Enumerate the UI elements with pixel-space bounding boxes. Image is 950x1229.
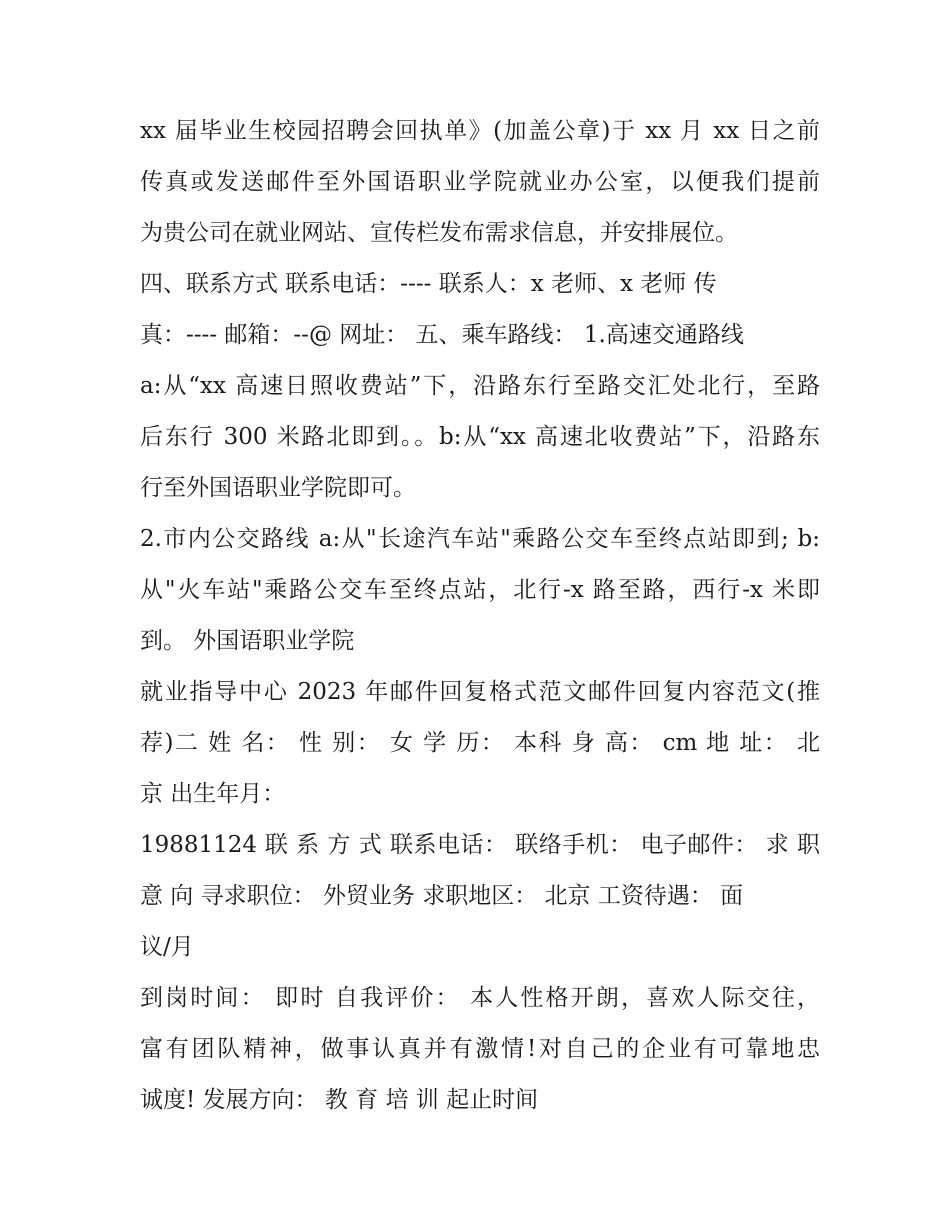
text-line-16: 意 向 寻求职位： 外贸业务 求职地区： 北京 工资待遇： 面 (140, 883, 744, 909)
text-line-11: 到。 外国语职业学院 (140, 628, 355, 654)
text-line-6: a:从“xx 高速日照收费站”下，沿路东行至路交汇处北行，至路 (140, 373, 820, 399)
text-line-17: 议/月 (140, 934, 194, 960)
text-line-13: 荐)二 姓 名： 性 别： 女 学 历： 本科 身 高： cm 地 址： 北 (140, 730, 820, 756)
text-line-12: 就业指导中心 2023 年邮件回复格式范文邮件回复内容范文(推 (140, 679, 820, 705)
text-line-19: 富有团队精神，做事认真并有激情!对自己的企业有可靠地忠 (140, 1036, 820, 1062)
text-line-7: 后东行 300 米路北即到。。b:从“xx 高速北收费站”下，沿路东 (140, 424, 820, 450)
text-line-3: 为贵公司在就业网站、宣传栏发布需求信息，并安排展位。 (140, 220, 738, 246)
text-line-2: 传真或发送邮件至外国语职业学院就业办公室，以便我们提前 (140, 169, 820, 195)
text-line-5: 真：---- 邮箱：--@ 网址： 五、乘车路线： 1.高速交通路线 (140, 322, 744, 348)
text-line-10: 从"火车站"乘路公交车至终点站，北行-x 路至路，西行-x 米即 (140, 577, 820, 603)
text-line-4: 四、联系方式 联系电话：---- 联系人：x 老师、x 老师 传 (140, 271, 717, 297)
text-line-18: 到岗时间： 即时 自我评价： 本人性格开朗，喜欢人际交往， (140, 985, 820, 1011)
text-line-15: 19881124 联 系 方 式 联系电话： 联络手机： 电子邮件： 求 职 (140, 832, 820, 858)
text-line-20: 诚度! 发展方向： 教 育 培 训 起止时间 (140, 1087, 539, 1113)
text-line-14: 京 出生年月： (140, 781, 286, 807)
document-body (140, 106, 820, 1126)
text-line-1: xx 届毕业生校园招聘会回执单》(加盖公章)于 xx 月 xx 日之前 (140, 118, 820, 144)
text-line-8: 行至外国语职业学院即可。 (140, 475, 416, 501)
text-line-9: 2.市内公交路线 a:从"长途汽车站"乘路公交车至终点站即到; b: (140, 526, 820, 552)
